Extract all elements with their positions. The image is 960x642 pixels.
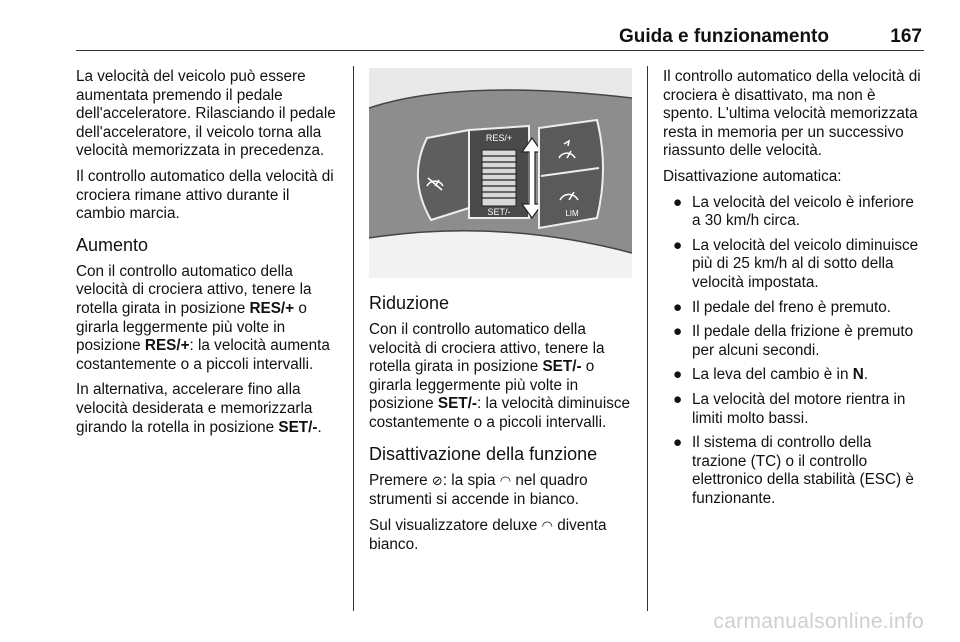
paragraph: Disattivazione automatica: bbox=[663, 167, 842, 185]
paragraph: Sul visualizzatore deluxe ◠ diventa bianco. bbox=[369, 516, 607, 554]
res-plus-label: RES/+ bbox=[485, 133, 513, 143]
steering-wheel-controls-figure bbox=[369, 68, 632, 278]
column-2 bbox=[369, 68, 632, 562]
lim-label: LIM bbox=[565, 209, 579, 218]
paragraph: Il controllo automatico della velocità di crociera è disattivato, ma non è spento. L'ultima velocità memorizzata resta in memoria per un successivo riassunto delle velocità. bbox=[663, 68, 921, 160]
page-header bbox=[76, 26, 924, 50]
page-number: 167 bbox=[890, 26, 922, 47]
steering-wheel-illustration bbox=[369, 68, 632, 278]
column-3 bbox=[663, 68, 925, 514]
list-item: ● Il pedale della frizione è premuto per alcuni secondi. bbox=[673, 323, 914, 359]
watermark: carmanualsonline.info bbox=[713, 610, 924, 633]
header-rule bbox=[76, 50, 924, 51]
heading-riduzione: Riduzione bbox=[369, 293, 450, 313]
list-item: ● La velocità del motore rientra in limiti molto bassi. bbox=[673, 390, 906, 427]
bullet-icon: ● bbox=[673, 323, 683, 341]
paragraph: La velocità del veicolo può essere aumentata premendo il pedale dell'acceleratore. Rilasciando il pedale dell'acceleratore, il veicolo torna alla velocità memorizzata in precedenza. bbox=[76, 68, 336, 160]
column-1 bbox=[76, 68, 342, 444]
heading-aumento: Aumento bbox=[76, 234, 149, 255]
bullet-icon: ● bbox=[673, 390, 683, 408]
list-item: ● La velocità del veicolo è inferiore a 30 km/h circa. bbox=[673, 193, 914, 230]
set-label: SET/- bbox=[542, 358, 582, 376]
column-divider-1 bbox=[353, 66, 354, 611]
bullet-list bbox=[663, 194, 925, 509]
set-minus-label: SET/- bbox=[487, 207, 511, 217]
bullet-icon: ● bbox=[673, 434, 683, 452]
bullet-icon: ● bbox=[673, 298, 683, 316]
res-label: RES/+ bbox=[249, 299, 295, 317]
paragraph: Il controllo automatico della velocità di crociera rimane attivo durante il cambio marcia. bbox=[76, 167, 334, 223]
bullet-icon: ● bbox=[673, 236, 683, 254]
list-item: ● Il sistema di controllo della trazione (TC) o il controllo elettronico della stabilità (ESC) è funzionante. bbox=[673, 434, 914, 507]
set-label: SET/- bbox=[437, 395, 477, 413]
list-item: ● La velocità del veicolo diminuisce più di 25 km/h al di sotto della velocità impostata. bbox=[673, 236, 919, 291]
heading-disattivazione: Disattivazione della funzione bbox=[369, 443, 598, 464]
column-divider-2 bbox=[647, 66, 648, 611]
cruise-control-icon: ◠ bbox=[499, 473, 512, 489]
paragraph: Premere ⊘: la spia ◠ nel quadro strumenti si accende in bianco. bbox=[369, 471, 588, 509]
bullet-icon: ● bbox=[673, 193, 683, 211]
paragraph: Con il controllo automatico della velocità di crociera attivo, tenere la rotella girata in posizione SET/- o girarla leggermente più volte in posizione SET/-: la velocità diminuisce costantemente o a piccoli intervalli. bbox=[369, 321, 631, 431]
paragraph: Con il controllo automatico della velocità di crociera attivo, tenere la rotella girata in posizione RES/+ o girarla leggermente più volte in posizione RES/+: la velocità aumenta costantemente o a piccoli intervalli. bbox=[76, 262, 330, 373]
set-label: SET/- bbox=[278, 418, 318, 436]
cruise-control-icon: ◠ bbox=[541, 518, 553, 534]
section-title: Guida e funzionamento bbox=[618, 26, 829, 47]
list-item: ● Il pedale del freno è premuto. bbox=[673, 298, 891, 316]
bullet-icon: ● bbox=[673, 366, 683, 384]
list-item: ● La leva del cambio è in N. bbox=[673, 366, 869, 384]
cruise-cancel-icon: ⊘ bbox=[431, 473, 443, 489]
res-label: RES/+ bbox=[144, 337, 190, 355]
paragraph: In alternativa, accelerare fino alla velocità desiderata e memorizzarla girando la rotella in posizione SET/-. bbox=[76, 381, 322, 436]
